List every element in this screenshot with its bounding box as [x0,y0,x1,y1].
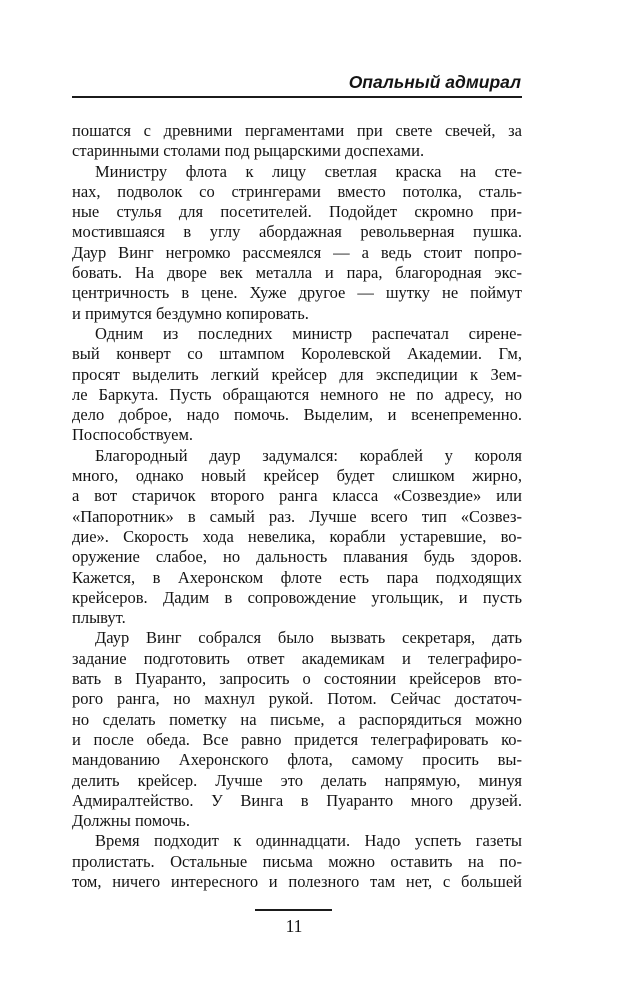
text-line: нах, подволок со стрингерами вместо потолка, сталь- [72,181,522,201]
text-line: крейсеров. Дадим в сопровождение угольщик, и пусть [72,587,522,607]
text-line: ные стулья для посетителей. Подойдет скромно при- [72,202,522,222]
running-header [72,0,522,100]
text-line: но сделать пометку на письме, а распорядиться можно [72,709,522,729]
text-line: вый конверт со штампом Королевской Академии. Гм, [72,344,522,364]
text-line: плывут. [72,608,126,628]
text-line: и примутся бездумно копировать. [72,303,309,323]
text-line: том, ничего интересного и полезного там нет, с большей [72,871,522,891]
text-line: Одним из последних министр распечатал сирене- [95,323,522,343]
text-line: дело доброе, надо помочь. Выделим, и всенепременно. [72,405,522,425]
text-line: Поспособствуем. [72,425,194,445]
text-line: мостившаяся в углу абордажная револьверная пушка. [72,222,522,242]
text-line: делить крейсер. Лучше это делать напрямую, минуя [72,770,522,790]
text-line: центричность в цене. Хуже другое — шутку не поймут [72,283,522,303]
text-line: мандованию Ахеронского флота, самому просить вы- [72,750,522,770]
footer-rule [255,909,332,911]
text-line: Благородный даур задумался: кораблей у короля [95,445,522,465]
header-rule [72,96,522,98]
text-line: рого ранга, но махнул рукой. Потом. Сейчас достаточ- [72,689,522,709]
chapter-title: Опальный адмирал [348,72,521,92]
text-line: задание подготовить ответ академикам и телеграфиро- [72,648,522,668]
text-line: просят выделить легкий крейсер для экспедиции к Зем- [72,364,522,384]
text-line: вать в Пуаранто, запросить о состоянии крейсеров вто- [72,669,522,689]
text-line: ле Баркута. Пусть обращаются немного не по адресу, но [72,384,522,404]
text-line: Кажется, в Ахеронском флоте есть пара подходящих [72,567,522,587]
text-line: а вот старичок второго ранга класса «Созвездие» или [72,486,522,506]
text-line: дие». Скорость хода невелика, корабли устаревшие, во- [72,526,522,546]
text-line: Должны помочь. [72,811,190,831]
text-line: оружение слабое, но дальность плавания будь здоров. [72,547,522,567]
text-line: и после обеда. Все равно придется телеграфировать ко- [72,729,522,749]
text-line: Даур Винг собрался было вызвать секретаря, дать [95,628,522,648]
page-text [72,121,522,892]
text-line: много, однако новый крейсер будет слишком жирно, [72,466,522,486]
text-line: Даур Винг негромко рассмеялся — а ведь стоит попро- [72,242,522,262]
text-line: старинными столами под рыцарскими доспехами. [72,141,425,161]
text-line: бовать. На дворе век металла и пара, благородная экс- [72,263,522,283]
text-line: пошатся с древними пергаментами при свете свечей, за [72,121,522,140]
text-line: пролистать. Остальные письма можно оставить на по- [72,851,522,871]
page-number: 11 [285,916,303,936]
text-line: «Папоротник» в самый раз. Лучше всего тип «Созвез- [72,506,522,526]
text-line: Министру флота к лицу светлая краска на сте- [95,161,522,181]
text-line: Время подходит к одиннадцати. Надо успеть газеты [95,831,522,851]
text-line: Адмиралтейство. У Винга в Пуаранто много друзей. [72,790,522,810]
